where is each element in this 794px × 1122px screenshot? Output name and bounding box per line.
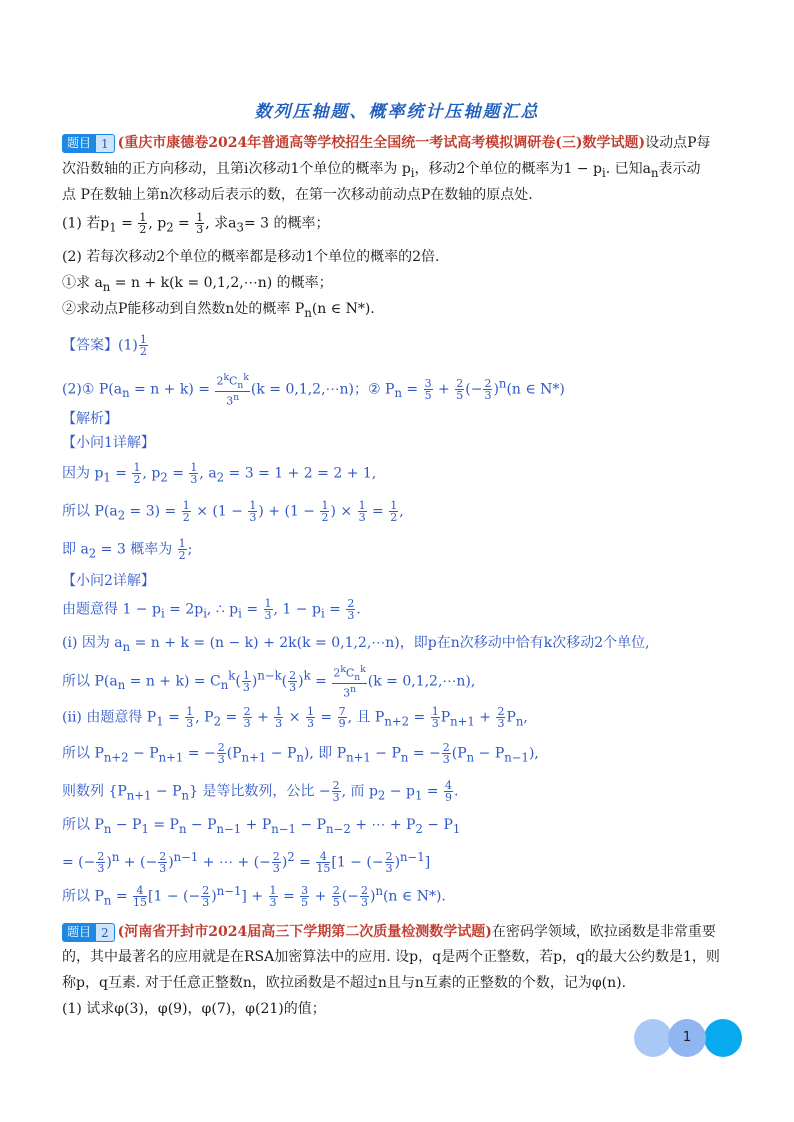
s2-line7: 所以 $P_n - P_1 = P_n - P_{n-1} + P_{n-1} - P_{n-2}$ + ⋯ + $P_2 - P_1$ xyxy=(62,817,461,836)
q2-header: 题目 2 (河南省开封市2024届高三下学期第二次质量检测数学试题)在密码学领域，欧拉函数是非常重要 xyxy=(62,921,754,943)
q1-source: (重庆市康德卷2024年普通高等学校招生全国统一考试高考模拟调研卷(三)数学试题) xyxy=(117,135,646,151)
s2-line3: 所以 $P(a_n = n + k) = C_n^k$( $\frac{1}{3}$ )$^{n-k}$( $\frac{2}{3}$ )$^k$ = $\frac{2^kC_n^k}{3^n}$ (k = 0,1,2,⋯n), xyxy=(62,664,476,700)
question-tag: 题目 2 xyxy=(62,923,115,942)
s2-line8: = (− $\frac{2}{3}$ )$^n$ + (− $\frac{2}{3}$ )$^{n-1}$ + ⋯ + (− $\frac{2}{3}$ )$^2$ = $\frac{4}{15}$ [1 − (− $\frac{2}{3}$ )$^{n-1}$] xyxy=(62,850,431,876)
question-tag: 题目 1 xyxy=(62,134,115,153)
badge-circle-left xyxy=(634,1019,672,1057)
q1-part2-i: ①求 $a_n = n + k(k$ = 0,1,2,⋯n) 的概率； xyxy=(62,275,333,294)
answer-line2: (2)① $P(a_n = n + k)$ = $\frac{2^kC_n^k}{3^n}$ (k = 0,1,2,⋯n)；② $P_n$ = $\frac{3}{5}$ + $\frac{2}{5}$ (− $\frac{2}{3}$ )$^n$(n ∈ N*) xyxy=(62,372,565,408)
sub1-label: 【小问1详解】 xyxy=(62,435,155,451)
q2-intro-line2: 的，其中最著名的应用就是在RSA加密算法中的应用. 设p，q是两个正整数，若p，q的最大公约数是1，则 xyxy=(62,949,720,965)
sub2-label: 【小问2详解】 xyxy=(62,573,155,589)
page-number: 1 xyxy=(668,1019,706,1057)
q2-part1: (1) 试求φ(3)，φ(9)，φ(7)，φ(21)的值； xyxy=(62,1001,326,1017)
answer-line1: 【答案】(1) $\frac{1}{2}$ xyxy=(62,333,147,358)
page-title: 数列压轴题、概率统计压轴题汇总 xyxy=(254,102,540,122)
page-number-badge xyxy=(634,1019,744,1057)
s2-line1: 由题意得 $1 - p_i = 2p_i$, ∴ $p_i$ = $\frac{1}{3}$ , $1 - p_i$ = $\frac{2}{3}$ . xyxy=(62,597,361,622)
s1-line1: 因为 $p_1$ = $\frac{1}{2}$ , $p_2$ = $\frac{1}{3}$ , $a_2 = 3 = 1 + 2 = 2 + 1$, xyxy=(62,461,377,486)
q1-intro-line3: 点 P在数轴上第n次移动后表示的数，在第一次移动前动点P在数轴的原点处. xyxy=(62,187,533,203)
analysis-label: 【解析】 xyxy=(62,411,118,427)
q2-source: (河南省开封市2024届高三下学期第二次质量检测数学试题) xyxy=(117,924,492,940)
q1-part2-ii: ②求动点P能移动到自然数n处的概率 $P_n(n$ ∈ N*). xyxy=(62,301,375,320)
s2-line9: 所以 $P_n$ = $\frac{4}{15}$ [1 − (− $\frac{2}{3}$ )$^{n-1}$] + $\frac{1}{3}$ = $\frac{3}{5}$ + $\frac{2}{5}$ (− $\frac{2}{3}$ )$^n$(n ∈ N*). xyxy=(62,884,446,910)
s1-line3: 即 $a_2 = 3$ 概率为 $\frac{1}{2}$ ; xyxy=(62,537,193,562)
s2-line4: (ii) 由题意得 $P_1$ = $\frac{1}{3}$ , $P_2$ = $\frac{2}{3}$ + $\frac{1}{3}$ × $\frac{1}{3}$ = $\frac{7}{9}$ , 且 $P_{n+2}$ = $\frac{1}{3}$ $P_{n+1}$ + $\frac{2}{3}$ $P_n$, xyxy=(62,705,528,730)
s2-line2: (i) 因为 $a_n = n + k = (n - k) + 2k(k$ = 0,1,2,⋯n)，即p在n次移动中恰有k次移动2个单位, xyxy=(62,635,650,654)
badge-circle-right xyxy=(704,1019,742,1057)
s2-line6: 则数列 $\{P_{n+1} - P_n\}$ 是等比数列，公比 − $\frac{2}{3}$ , 而 $p_2 - p_1$ = $\frac{4}{9}$ . xyxy=(62,779,459,804)
q1-header: 题目 1 (重庆市康德卷2024年普通高等学校招生全国统一考试高考模拟调研卷(三)数学试题)设动点P每 xyxy=(62,132,754,154)
q1-part2: (2) 若每次移动2个单位的概率都是移动1个单位的概率的2倍. xyxy=(62,249,440,265)
q1-intro-line2: 次沿数轴的正方向移动，且第i次移动1个单位的概率为 $p_i$，移动2个单位的概率为$1 - p_i$. 已知$a_n$表示动 xyxy=(62,161,701,180)
s1-line2: 所以 $P(a_2 = 3)$ = $\frac{1}{2}$ × (1 − $\frac{1}{3}$ ) + (1 − $\frac{1}{2}$ ) × $\frac{1}{3}$ = $\frac{1}{2}$ , xyxy=(62,499,404,524)
q2-intro-line3: 称p，q互素. 对于任意正整数n，欧拉函数是不超过n且与n互素的正整数的个数，记为φ(n). xyxy=(62,975,627,991)
s2-line5: 所以 $P_{n+2} - P_{n+1}$ = − $\frac{2}{3}$ $(P_{n+1} - P_n)$, 即 $P_{n+1} - P_n$ = − $\frac{2}{3}$ $(P_n - P_{n-1})$, xyxy=(62,741,539,766)
q1-part1: (1) 若$p_1$ = $\frac{1}{2}$ , $p_2$ = $\frac{1}{3}$ , 求$a_3= 3$ 的概率； xyxy=(62,211,330,236)
